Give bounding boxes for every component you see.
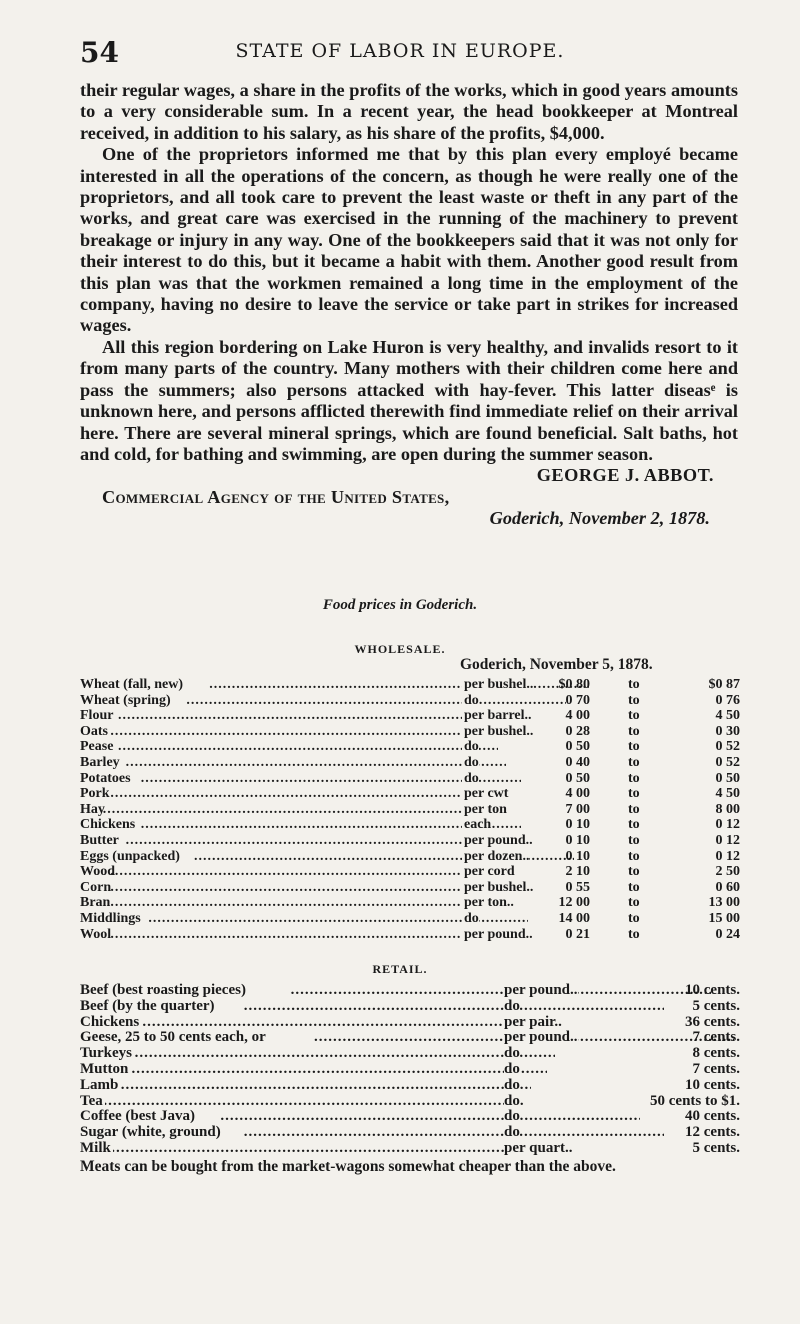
leader-dots	[80, 1014, 562, 1031]
table-row	[80, 1014, 740, 1030]
high-price: 0 50	[715, 770, 740, 786]
high-price: 0 12	[715, 832, 740, 848]
leader-dots	[80, 927, 490, 943]
item-name: Barley	[80, 754, 120, 770]
high-price: 15 00	[708, 910, 740, 926]
wholesale-date: Goderich, November 5, 1878.	[460, 656, 653, 673]
to-word: to	[628, 864, 640, 880]
unit: per cord	[464, 864, 515, 880]
leader-dots	[80, 1140, 531, 1157]
unit: per quart..	[504, 1139, 573, 1156]
table-row	[80, 895, 740, 911]
high-price: 0 52	[715, 754, 740, 770]
to-word: to	[628, 926, 640, 942]
retail-table	[80, 982, 740, 1156]
high-price: 0 60	[715, 879, 740, 895]
unit: do	[504, 1124, 520, 1141]
item-name: Chickens	[80, 1013, 140, 1030]
to-word: to	[628, 723, 640, 739]
to-word: to	[628, 677, 640, 692]
page-number: 54	[80, 36, 119, 69]
unit: per dozen..	[464, 848, 530, 864]
leader-dots	[80, 771, 521, 787]
low-price: 0 55	[565, 879, 590, 895]
low-price: 0 21	[565, 926, 590, 942]
high-price: 0 76	[715, 692, 740, 708]
unit: per bushel..	[464, 723, 534, 739]
high-price: 13 00	[708, 895, 740, 911]
price: 36 cents.	[685, 1013, 740, 1030]
paragraph: One of the proprietors informed me that by this plan every employé became interested in all the operations of the concern, as though he were really one of the proprietors, and all took care to prevent the least waste or theft in any part of the works, and great care was exercised in the running of the machinery to prevent breakage or injury in any way. One of the bookkeepers said that it was not only for their interest to do this, but it became a habit with them. Another good result from this plan was that the workmen remained a long time in the employment of the company, having no desire to leave the service or take part in strikes for increased wages.	[80, 144, 738, 336]
unit: per pound..	[504, 1029, 578, 1046]
item-name: Bran	[80, 895, 111, 911]
retail-heading: RETAIL.	[372, 962, 428, 976]
table-row	[80, 1077, 740, 1093]
price: 7 cents.	[692, 1060, 740, 1077]
unit: do	[464, 739, 479, 755]
wholesale-table	[80, 677, 740, 942]
item-name: Tea	[80, 1092, 103, 1109]
price: 8 cents.	[692, 1045, 740, 1062]
table-row	[80, 771, 740, 787]
low-price: $0 80	[558, 677, 590, 692]
leader-dots	[80, 880, 490, 896]
table-row	[80, 677, 740, 693]
to-word: to	[628, 770, 640, 786]
to-word: to	[628, 786, 640, 802]
paragraph: All this region bordering on Lake Huron is very healthy, and invalids resort to it from many parts of the country. Many mothers with their children come here and pass the summers; also persons attacked with hay-fever. This latter diseasᵉ is unknown here, and persons afflicted therewith find immediate relief on their arrival here. There are several mineral springs, which are found beneficial. Salt baths, hot and cold, for bathing and swimming, are open during the summer season.	[80, 336, 738, 464]
low-price: 0 70	[565, 692, 590, 708]
body-text	[80, 80, 738, 530]
unit: do	[504, 997, 520, 1014]
unit: do	[464, 770, 479, 786]
leader-dots	[80, 724, 490, 740]
low-price: 12 00	[558, 895, 590, 911]
table-row	[80, 1124, 740, 1140]
high-price: 0 30	[715, 723, 740, 739]
leader-dots	[80, 895, 490, 911]
leader-dots	[80, 1077, 531, 1094]
retail-footnote: Meats can be bought from the market-wagons somewhat cheaper than the above.	[80, 1158, 616, 1175]
unit: each	[464, 817, 492, 833]
to-word: to	[628, 817, 640, 833]
high-price: 0 12	[715, 817, 740, 833]
table-row	[80, 693, 740, 709]
unit: per barrel..	[464, 708, 532, 724]
table-row	[80, 849, 740, 865]
low-price: 0 10	[565, 848, 590, 864]
table-row	[80, 739, 740, 755]
low-price: 4 00	[565, 708, 590, 724]
low-price: 14 00	[558, 910, 590, 926]
leader-dots	[80, 708, 498, 724]
to-word: to	[628, 692, 640, 708]
price: 10 cents.	[685, 1076, 740, 1093]
low-price: 0 50	[565, 739, 590, 755]
unit: do	[464, 754, 479, 770]
high-price: 0 12	[715, 848, 740, 864]
high-price: 8 00	[715, 801, 740, 817]
table-row	[80, 802, 740, 818]
wholesale-heading: WHOLESALE.	[354, 642, 446, 656]
leader-dots	[80, 1093, 523, 1110]
item-name: Sugar (white, ground)	[80, 1124, 221, 1141]
item-name: Beef (best roasting pieces)	[80, 982, 246, 998]
item-name: Pease	[80, 739, 114, 755]
item-name: Middlings	[80, 910, 141, 926]
table-row	[80, 833, 740, 849]
item-name: Wood	[80, 864, 116, 880]
item-name: Wool	[80, 926, 112, 942]
table-row	[80, 998, 740, 1014]
unit: per pound..	[464, 832, 533, 848]
high-price: 4 50	[715, 786, 740, 802]
table-row	[80, 982, 740, 998]
to-word: to	[628, 801, 640, 817]
food-prices-title: Food prices in Goderich.	[322, 597, 478, 613]
price: 5 cents.	[692, 997, 740, 1014]
agency-line: Commercial Agency of the United States,	[102, 486, 450, 507]
to-word: to	[628, 895, 640, 911]
item-name: Hay	[80, 801, 105, 817]
leader-dots	[80, 1061, 547, 1078]
price: 50 cents to $1.	[650, 1092, 740, 1109]
to-word: to	[628, 848, 640, 864]
low-price: 2 10	[565, 864, 590, 880]
unit: per cwt	[464, 786, 509, 802]
item-name: Wheat (fall, new)	[80, 677, 184, 692]
low-price: 0 10	[565, 817, 590, 833]
item-name: Beef (by the quarter)	[80, 997, 215, 1014]
price: 40 cents.	[685, 1108, 740, 1125]
to-word: to	[628, 739, 640, 755]
price: 5 cents.	[692, 1139, 740, 1156]
item-name: Potatoes	[80, 770, 131, 786]
table-row	[80, 1045, 740, 1061]
unit: per pair..	[504, 1013, 562, 1030]
item-name: Coffee (best Java)	[80, 1108, 195, 1125]
leader-dots	[80, 802, 483, 818]
item-name: Eggs (unpacked)	[80, 848, 180, 864]
item-name: Flour	[80, 708, 114, 724]
table-row	[80, 880, 740, 896]
signature: GEORGE J. ABBOT.	[536, 465, 714, 486]
table-row	[80, 1108, 740, 1124]
table-row	[80, 817, 740, 833]
leader-dots	[80, 833, 506, 849]
item-name: Pork	[80, 786, 110, 802]
dateline: Goderich, November 2, 1878.	[489, 508, 710, 529]
unit: per bushel..	[464, 879, 534, 895]
high-price: $0 87	[708, 677, 740, 692]
leader-dots	[80, 739, 498, 755]
unit: per bushel..	[464, 677, 534, 692]
low-price: 0 50	[565, 770, 590, 786]
unit: per pound..	[464, 926, 533, 942]
price: 12 cents.	[685, 1124, 740, 1141]
price: 7 cents.	[692, 1029, 740, 1046]
unit: do	[504, 1108, 520, 1125]
to-word: to	[628, 754, 640, 770]
high-price: 2 50	[715, 864, 740, 880]
unit: do	[504, 1076, 520, 1093]
low-price: 0 40	[565, 754, 590, 770]
paragraph: their regular wages, a share in the profits of the works, which in good years amounts to a very considerable sum. In a recent year, the head bookkeeper at Montreal received, in addition to his salary, as his share of the profits, $4,000.	[80, 80, 738, 143]
table-row	[80, 1061, 740, 1077]
leader-dots	[80, 786, 490, 802]
high-price: 0 24	[715, 926, 740, 942]
item-name: Corn	[80, 879, 112, 895]
price: 10 cents.	[685, 982, 740, 998]
item-name: Milk	[80, 1139, 111, 1156]
to-word: to	[628, 879, 640, 895]
item-name: Oats	[80, 723, 108, 739]
unit: do	[504, 1060, 520, 1077]
to-word: to	[628, 832, 640, 848]
high-price: 4 50	[715, 708, 740, 724]
item-name: Butter	[80, 832, 119, 848]
table-row	[80, 1093, 740, 1109]
to-word: to	[628, 910, 640, 926]
table-row	[80, 786, 740, 802]
leader-dots	[80, 864, 490, 880]
item-name: Chickens	[80, 817, 136, 833]
unit: do	[504, 1045, 520, 1062]
item-name: Mutton	[80, 1060, 129, 1077]
to-word: to	[628, 708, 640, 724]
unit: do	[464, 692, 479, 708]
item-name: Turkeys	[80, 1045, 132, 1062]
low-price: 7 00	[565, 801, 590, 817]
table-row	[80, 911, 740, 927]
leader-dots	[80, 755, 506, 771]
low-price: 0 10	[565, 832, 590, 848]
table-row	[80, 708, 740, 724]
running-title: STATE OF LABOR IN EUROPE.	[235, 40, 565, 62]
unit: do	[464, 910, 479, 926]
leader-dots	[80, 1045, 555, 1062]
unit: per ton..	[464, 895, 514, 911]
item-name: Wheat (spring)	[80, 692, 171, 708]
unit: per pound..	[504, 982, 578, 998]
unit: do.	[504, 1092, 524, 1109]
leader-dots	[80, 817, 521, 833]
table-row	[80, 1029, 740, 1045]
table-row	[80, 927, 740, 943]
table-row	[80, 864, 740, 880]
table-row	[80, 755, 740, 771]
table-row	[80, 724, 740, 740]
low-price: 4 00	[565, 786, 590, 802]
low-price: 0 28	[565, 723, 590, 739]
item-name: Geese, 25 to 50 cents each, or	[80, 1029, 266, 1046]
high-price: 0 52	[715, 739, 740, 755]
page-header	[0, 36, 800, 76]
table-row	[80, 1140, 740, 1156]
item-name: Lamb	[80, 1076, 119, 1093]
unit: per ton	[464, 801, 507, 817]
